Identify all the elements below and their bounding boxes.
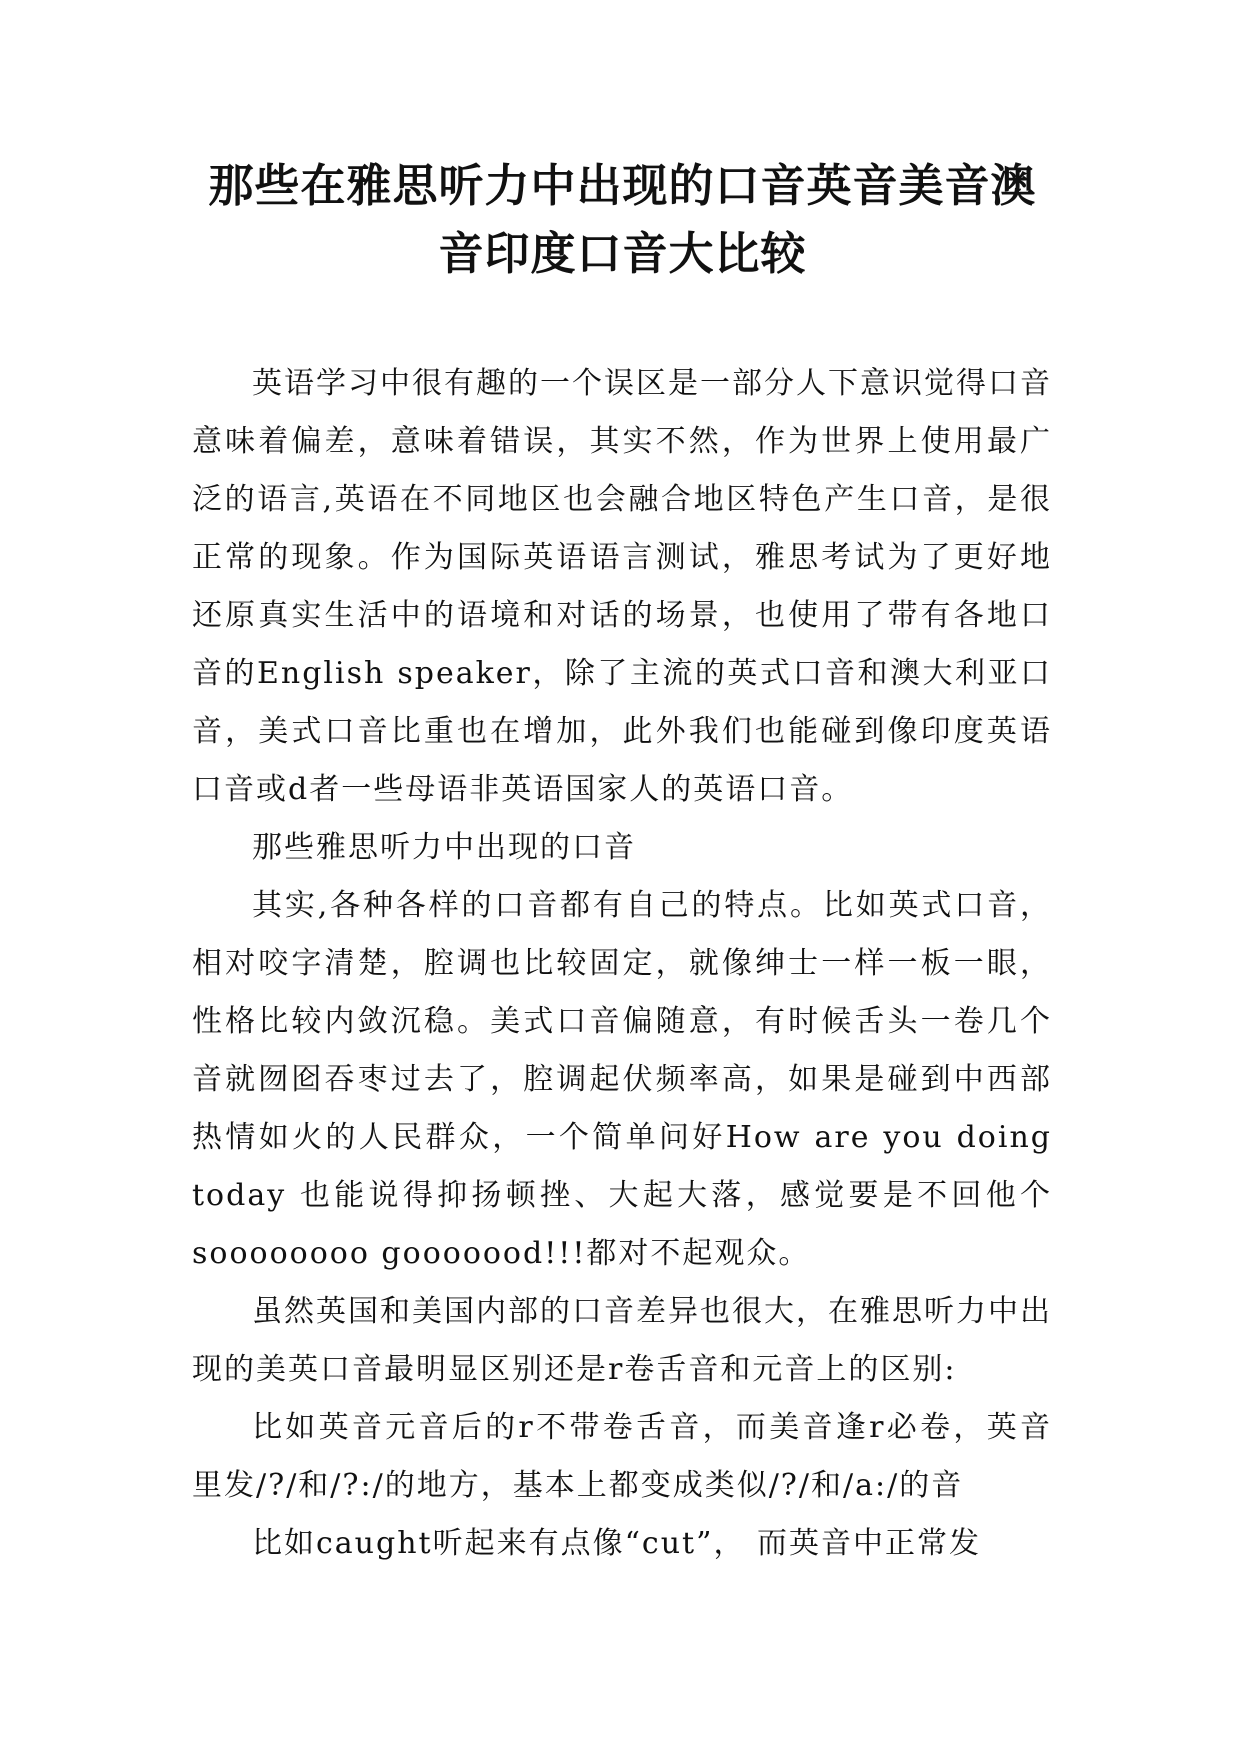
paragraph-intro: 英语学习中很有趣的一个误区是一部分人下意识觉得口音意味着偏差，意味着错误，其实不然，作为世界上使用最广泛的语言,英语在不同地区也会融合地区特色产生口音，是很正常的现象。作为国际英语语言测试，雅思考试为了更好地还原真实生活中的语境和对话的场景，也使用了带有各地口音的English speaker，除了主流的英式口音和澳大利亚口音，美式口音比重也在增加，此外我们也能碰到像印度英语口音或d者一些母语非英语国家人的英语口音。: [192, 366, 1052, 807]
document-body: [192, 355, 1052, 1573]
paragraph-subheading: 那些雅思听力中出现的口音: [252, 830, 636, 865]
title-line-1: 那些在雅思听力中出现的口音英音美音澳: [208, 159, 1037, 212]
paragraph-accent-features: 其实,各种各样的口音都有自己的特点。比如英式口音，相对咬字清楚，腔调也比较固定，就像绅士一样一板一眼，性格比较内敛沉稳。美式口音偏随意，有时候舌头一卷几个音就囫囵吞枣过去了，腔调起伏频率高，如果是碰到中西部热情如火的人民群众，一个简单问好How are you doing today 也能说得抑扬顿挫、大起大落，感觉要是不回他个soooooooo gooooood!!!都对不起观众。: [192, 888, 1052, 1271]
paragraph-r-sound: 比如英音元音后的r不带卷舌音，而美音逢r必卷，英音里发/?/和/?:/的地方，基本上都变成类似/?/和/a:/的音: [192, 1410, 1052, 1503]
paragraph-caught-example: 比如caught听起来有点像“cut”， 而英音中正常发: [252, 1526, 981, 1561]
paragraph-uk-us-difference: 虽然英国和美国内部的口音差异也很大，在雅思听力中出现的美英口音最明显区别还是r卷舌音和元音上的区别:: [192, 1294, 1052, 1387]
title-line-2: 音印度口音大比较: [438, 227, 807, 280]
document-title: [180, 152, 1065, 288]
